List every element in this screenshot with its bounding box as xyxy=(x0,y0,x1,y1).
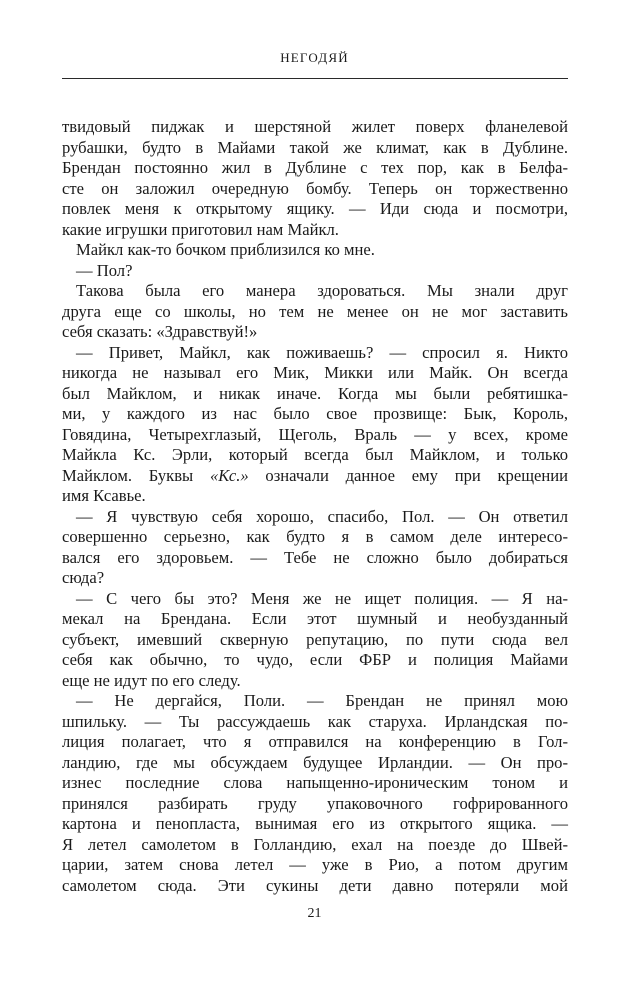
text-line: Брендан постоянно жил в Дублине с тех пор, как в Белфа- xyxy=(62,158,568,177)
text-line: ми, у каждого из нас было свое прозвище: Бык, Король, xyxy=(62,404,568,423)
text-segment: Майклом. Буквы xyxy=(62,465,210,485)
text-line: Говядина, Четырехглазый, Щеголь, Враль — у всех, кроме xyxy=(62,424,568,444)
text-line: картона и пенопласта, вынимая его из открытого ящика. — xyxy=(62,814,568,833)
text-line: вался его здоровьем. — Тебе не сложно было добираться xyxy=(62,547,568,567)
body-text xyxy=(62,117,568,896)
text-line: субъект, имевший скверную репутацию, по пути сюда вел xyxy=(62,629,568,649)
text-line: имя Ксавье. xyxy=(62,486,146,505)
text-line: — Не дергайся, Поли. — Брендан не принял мою xyxy=(76,691,568,710)
header-rule xyxy=(62,78,568,79)
text-line: лиция полагает, что я отправился на конференцию в Гол- xyxy=(62,732,568,751)
text-line: был Майклом, и никак иначе. Когда мы были ребятишка- xyxy=(62,383,568,403)
text-line: ландию, где мы обсуждаем будущее Ирландии. — Он про- xyxy=(62,752,568,772)
text-line: Такова была его манера здороваться. Мы знали друг xyxy=(76,281,568,300)
running-head-title: НЕГОДЯЙ xyxy=(280,50,349,65)
text-line: шпильку. — Ты рассуждаешь как старуха. Ирландская по- xyxy=(62,711,568,731)
text-line: — Я чувствую себя хорошо, спасибо, Пол. — Он ответил xyxy=(76,506,568,526)
text-line: сте он заложил очередную бомбу. Теперь он торжественно xyxy=(62,178,568,198)
text-line: себя как обычно, то чудо, если ФБР и полиция Майами xyxy=(62,650,568,669)
page-number: 21 xyxy=(307,906,322,921)
text-line: — Пол? xyxy=(76,260,133,280)
text-line: — С чего бы это? Меня же не ищет полиция. — Я на- xyxy=(76,588,568,608)
text-line: — Привет, Майкл, как поживаешь? — спросил я. Никто xyxy=(76,342,568,362)
text-line: какие игрушки приготовил нам Майкл. xyxy=(62,219,339,239)
text-line: никогда не называл его Мик, Микки или Майк. Он всегда xyxy=(62,363,568,382)
text-line: Я летел самолетом в Голландию, ехал на поезде до Швей- xyxy=(62,834,568,854)
text-line: рубашки, будто в Майами такой же климат, как в Дублине. xyxy=(62,137,568,157)
text-segment: означали данное ему при крещении xyxy=(248,465,568,485)
text-line xyxy=(62,466,568,487)
text-line: твидовый пиджак и шерстяной жилет поверх фланелевой xyxy=(62,117,568,136)
text-line: изнес последние слова напыщенно-ироническим тоном и xyxy=(62,773,568,792)
text-line: царии, затем снова летел — уже в Рио, а потом другим xyxy=(62,855,568,874)
text-line: мекал на Брендана. Если этот шумный и необузданный xyxy=(62,609,568,628)
italic-text: «Кс.» xyxy=(209,465,249,485)
text-line: сюда? xyxy=(62,568,105,587)
text-line: совершенно серьезно, как будто я в самом деле интересо- xyxy=(62,527,568,546)
text-line: самолетом сюда. Эти сукины дети давно потеряли мой xyxy=(62,875,568,895)
text-line: Майкла Кс. Эрли, который всегда был Майклом, и только xyxy=(62,445,568,464)
text-line: принялся разбирать груду упаковочного гофрированного xyxy=(62,793,568,813)
text-line: Майкл как-то бочком приблизился ко мне. xyxy=(76,240,375,259)
text-line: себя сказать: «Здравствуй!» xyxy=(62,322,258,341)
text-line: друга еще со школы, но тем не менее он не мог заставить xyxy=(62,301,568,321)
text-line: еще не идут по его следу. xyxy=(62,670,241,690)
text-line: повлек меня к открытому ящику. — Иди сюда и посмотри, xyxy=(62,199,568,218)
